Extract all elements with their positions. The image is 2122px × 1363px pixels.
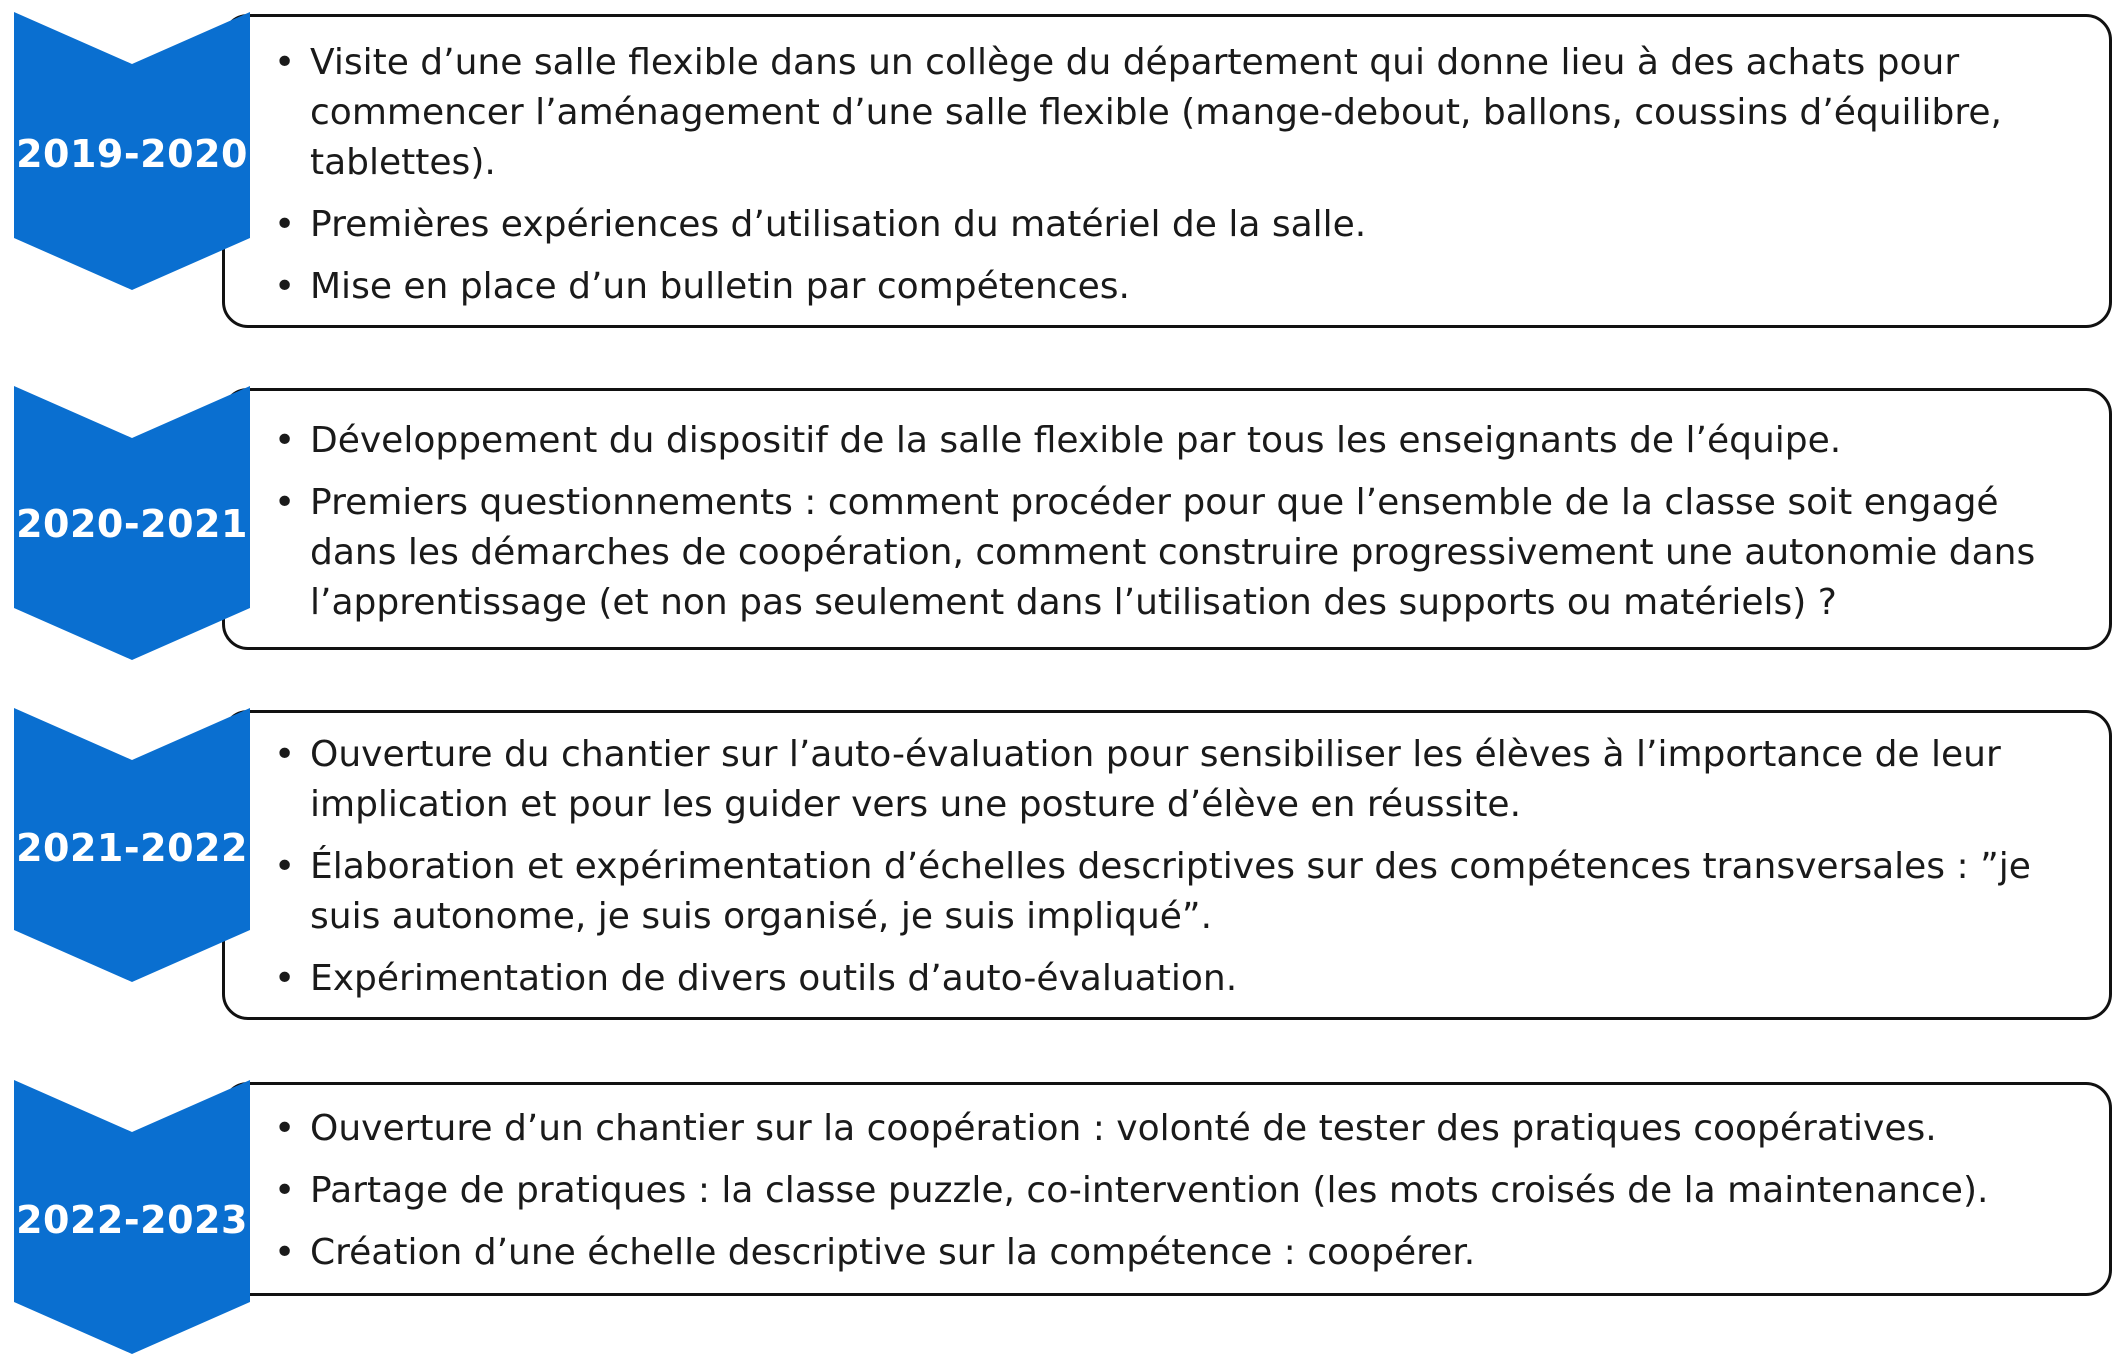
bullet-icon: •	[274, 1170, 296, 1211]
year-label: 2020-2021	[16, 502, 248, 546]
bullet-icon: •	[274, 846, 296, 887]
year-label: 2021-2022	[16, 826, 248, 870]
list-item: • Visite d’une salle flexible dans un collège du département qui donne lieu à des achats pour commencer l’aménagement d’une salle flexible (mange-debout, ballons, coussins d’équilibre, tablettes).	[272, 38, 2092, 188]
year-label: 2019-2020	[16, 132, 248, 176]
list-item: • Développement du dispositif de la salle flexible par tous les enseignants de l’équipe.	[272, 416, 2092, 466]
year-chevron	[14, 708, 250, 982]
list-item: • Création d’une échelle descriptive sur la compétence : coopérer.	[272, 1228, 2092, 1278]
year-chevron	[14, 386, 250, 660]
bullet-icon: •	[274, 1108, 296, 1149]
year-label: 2022-2023	[16, 1198, 248, 1242]
list-item: • Ouverture du chantier sur l’auto-évaluation pour sensibiliser les élèves à l’importance de leur implication et pour les guider vers une posture d’élève en réussite.	[272, 730, 2092, 830]
bullet-list	[272, 38, 2092, 324]
list-item: • Élaboration et expérimentation d’échelles descriptives sur des compétences transversales : ”je suis autonome, je suis organisé, je suis impliqué”.	[272, 842, 2092, 942]
bullet-icon: •	[274, 204, 296, 245]
bullet-icon: •	[274, 958, 296, 999]
list-item: • Partage de pratiques : la classe puzzle, co-intervention (les mots croisés de la maintenance).	[272, 1166, 2092, 1216]
year-chevron	[14, 12, 250, 290]
list-item: • Premiers questionnements : comment procéder pour que l’ensemble de la classe soit engagé dans les démarches de coopération, comment construire progressivement une autonomie dans l’apprentissage (et non pas seulement dans l’utilisation des supports ou matériels) ?	[272, 478, 2092, 628]
bullet-icon: •	[274, 1232, 296, 1273]
bullet-icon: •	[274, 420, 296, 461]
list-item: • Ouverture d’un chantier sur la coopération : volonté de tester des pratiques coopératives.	[272, 1104, 2092, 1154]
bullet-icon: •	[274, 266, 296, 307]
bullet-list	[272, 416, 2092, 640]
bullet-icon: •	[274, 482, 296, 523]
bullet-icon: •	[274, 42, 296, 83]
year-chevron	[14, 1080, 250, 1354]
bullet-list	[272, 730, 2092, 1016]
bullet-icon: •	[274, 734, 296, 775]
list-item: • Mise en place d’un bulletin par compétences.	[272, 262, 2092, 312]
list-item: • Expérimentation de divers outils d’auto-évaluation.	[272, 954, 2092, 1004]
bullet-list	[272, 1104, 2092, 1290]
list-item: • Premières expériences d’utilisation du matériel de la salle.	[272, 200, 2092, 250]
